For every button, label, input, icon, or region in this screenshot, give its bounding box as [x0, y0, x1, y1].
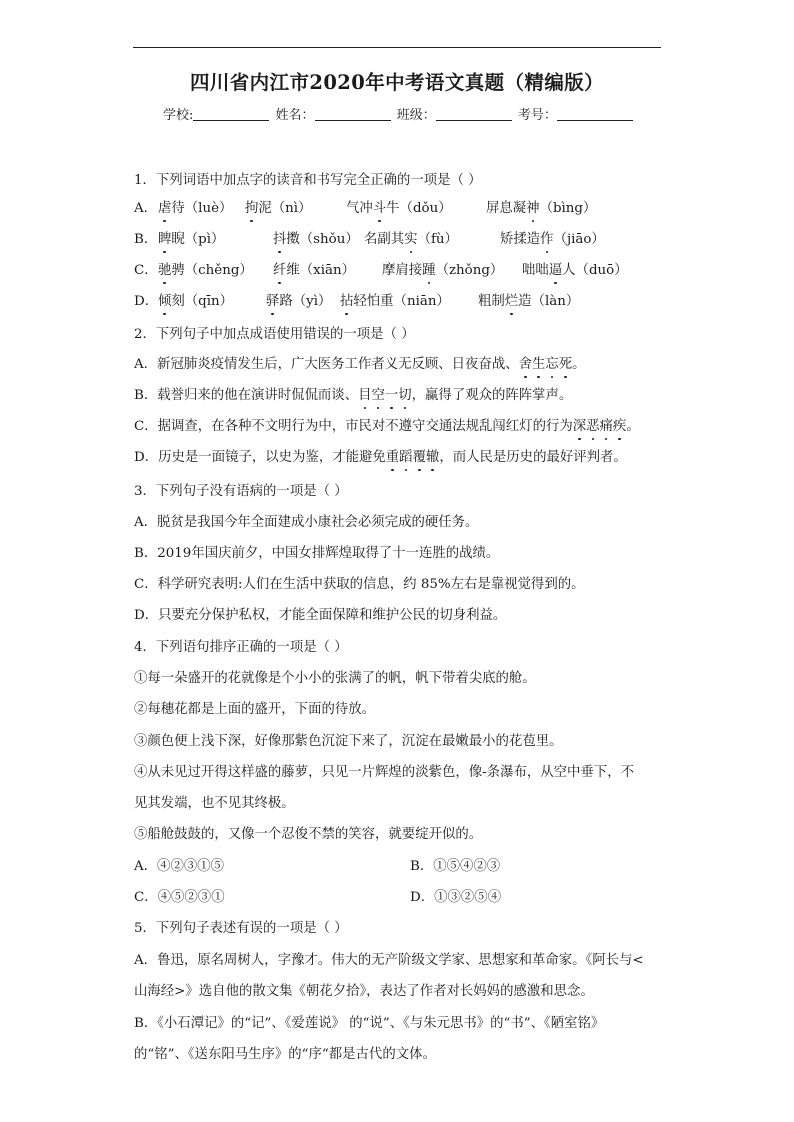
- q1-a-word-1: 虐待（luè）: [158, 201, 233, 216]
- q3-option-a: A．脱贫是我国今年全面建成小康社会必须完成的硬任务。: [134, 515, 479, 530]
- school-label: 学校:: [163, 108, 194, 123]
- top-rule: [133, 47, 661, 48]
- school-blank: [193, 108, 269, 121]
- q1-b-word-2: 抖擞（shǒu）: [273, 232, 359, 247]
- q1-c-word-3: 摩肩接踵（zhǒng）: [382, 263, 504, 278]
- q1-d-word-3: 拈轻怕重（niān）: [340, 294, 450, 309]
- q5-option-a-line-1: A．鲁迅，原名周树人，字豫才。伟大的无产阶级文学家、思想家和革命家。《阿长与<: [134, 953, 644, 968]
- q1-b-word-1: 睥睨（pì）: [158, 232, 225, 247]
- exam-no-label: 考号：: [517, 108, 557, 123]
- q4-sentence-3: ③颜色便上浅下深，好像那紫色沉淀下来了，沉淀在最嫩最小的花苞里。: [134, 734, 563, 749]
- q1-a-word-4: 屏息凝神（bìng）: [486, 201, 597, 216]
- q1-a-word-2: 拘泥（nì）: [245, 201, 312, 216]
- q2-stem: 2．下列句子中加点成语使用错误的一项是（ ）: [134, 327, 415, 342]
- q4-sentence-5: ⑤船舱鼓鼓的，又像一个忍俊不禁的笑容，就要绽开似的。: [134, 827, 483, 842]
- q5-option-b-line-2: 的“铭”、《送东阳马生序》的“序“都是古代的文体。: [134, 1047, 436, 1062]
- exam-no-blank: [557, 108, 633, 121]
- q4-sentence-4b: 见其发端，也不见其终极。: [134, 796, 295, 811]
- q2-d-idiom: 重蹈覆辙: [385, 450, 440, 465]
- q1-option-c: C．: [134, 263, 158, 278]
- class-label: 班级：: [396, 108, 436, 123]
- q1-d-word-1: 倾刻（qīn）: [158, 294, 234, 309]
- q1-option-a: A．: [134, 201, 158, 216]
- q1-a-word-3: 气冲斗牛（dǒu）: [346, 201, 452, 216]
- q5-option-a-line-2: 山海经>》选自他的散文集《朝花夕拾》，表达了作者对长妈妈的感激和思念。: [134, 984, 594, 999]
- q2-option-b: B．载誉归来的他在演讲时侃侃而谈、目空一切，赢得了观众的阵阵掌声。: [134, 388, 573, 403]
- class-blank: [436, 108, 512, 121]
- name-blank: [315, 108, 391, 121]
- q4-sentence-1: ①每一朵盛开的花就像是个小小的张满了的帆，帆下带着尖底的舱。: [134, 671, 536, 686]
- q1-c-word-4: 咄咄逼人（duō）: [522, 263, 628, 278]
- q3-option-d: D．只要充分保护私权，才能全面保障和维护公民的切身利益。: [134, 608, 507, 623]
- q4-option-b: B．①⑤④②③: [410, 859, 501, 874]
- q1-d-word-2: 驿路（yì）: [266, 294, 332, 309]
- q4-option-c: C．④⑤②③①: [134, 890, 225, 905]
- q4-option-a: A．④②③①⑤: [134, 859, 225, 874]
- q4-sentence-4a: ④从未见过开得这样盛的藤萝，只见一片辉煌的淡紫色，像-条瀑布，从空中垂下，不: [134, 765, 634, 780]
- q4-stem: 4．下列语句排序正确的一项是（ ）: [134, 640, 348, 655]
- q1-option-b: B．: [134, 232, 158, 247]
- q5-stem: 5．下列句子表述有误的一项是（ ）: [134, 921, 348, 936]
- q4-option-d: D．①③②⑤④: [410, 890, 502, 905]
- q2-a-idiom: 舍生忘死: [518, 357, 573, 372]
- page-title: 四川省内江市2020年中考语文真题（精编版）: [189, 71, 605, 94]
- q2-c-idiom: 深恶痛疾: [572, 419, 627, 434]
- q1-c-word-2: 纤维（xiān）: [273, 263, 356, 278]
- q1-d-word-4: 粗制烂造（làn）: [478, 294, 580, 309]
- q4-sentence-2: ②每穗花都是上面的盛开，下面的待放。: [134, 702, 376, 717]
- q1-b-word-3: 名副其实（fù）: [364, 232, 458, 247]
- q1-c-word-1: 驰骋（chěng）: [158, 263, 253, 278]
- q2-option-a: A．新冠肺炎疫情发生后，广大医务工作者义无反顾、日夜奋战、舍生忘死。: [134, 357, 586, 372]
- name-label: 姓名：: [275, 108, 315, 123]
- q1-b-word-4: 矫揉造作（jiāo）: [500, 232, 605, 247]
- q2-option-c: C．据调查，在各种不文明行为中，市民对不遵守交通法规乱闯红灯的行为深恶痛疾。: [134, 419, 640, 434]
- q1-stem: 1．下列词语中加点字的读音和书写完全正确的一项是（ ）: [134, 173, 482, 188]
- q1-option-d: D．: [134, 294, 159, 309]
- q5-option-b-line-1: B．《小石潭记》的“记”、《爱莲说》 的“说”、《与朱元思书》的“书”、《陋室铭》: [134, 1016, 605, 1031]
- q2-option-d: D．历史是一面镜子，以史为鉴，才能避免重蹈覆辙，而人民是历史的最好评判者。: [134, 450, 627, 465]
- student-info-line: [163, 104, 635, 123]
- q3-option-c: C．科学研究表明:人们在生活中获取的信息，约 85%左右是靠视觉得到的。: [134, 577, 585, 592]
- q3-stem: 3．下列句子没有语病的一项是（ ）: [134, 484, 348, 499]
- q2-b-idiom: 目空一切: [358, 388, 412, 403]
- q3-option-b: B．2019年国庆前夕，中国女排辉煌取得了十一连胜的战绩。: [134, 546, 500, 561]
